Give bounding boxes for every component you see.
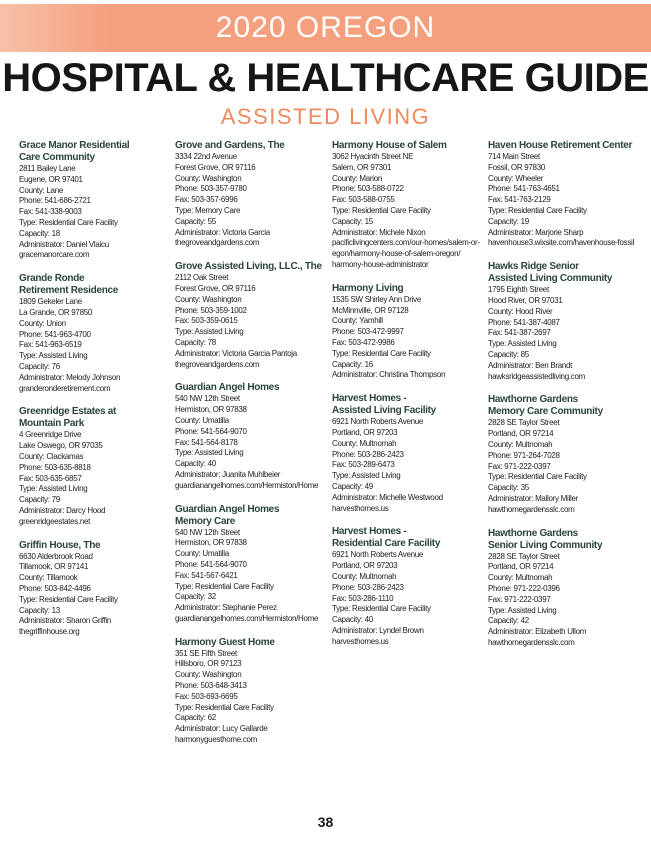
facility-detail-line: Administrator: Michele Nixon xyxy=(332,227,426,237)
facility-detail-line: Fax: 503-635-6857 xyxy=(19,473,82,483)
facility-detail-line: Fax: 541-387-2697 xyxy=(488,328,551,338)
facility-detail-line: 6630 Alderbrook Road xyxy=(19,551,93,561)
listing-column-1 xyxy=(19,140,169,650)
facility-detail-line: County: Hood River xyxy=(488,306,553,316)
facility-entry xyxy=(488,140,638,249)
facility-detail-line: County: Tillamook xyxy=(19,573,78,583)
facility-detail-line: Type: Residential Care Facility xyxy=(332,205,431,215)
facility-detail-line: harmonyguesthome.com xyxy=(175,735,258,745)
facility-detail-line: Phone: 503-357-9780 xyxy=(175,184,247,194)
facility-detail-line: Administrator: Michelle Westwood xyxy=(332,492,443,502)
facility-detail-line: Fax: 503-357-6996 xyxy=(175,195,238,205)
facility-detail-line: Administrator: Daniel Vlaicu xyxy=(19,239,109,249)
facility-detail-line: County: Umatilla xyxy=(175,415,229,425)
facility-detail-line: Administrator: Christina Thompson xyxy=(332,370,446,380)
facility-detail-line: Administrator: Darcy Hood xyxy=(19,505,106,515)
facility-detail-line: Capacity: 15 xyxy=(332,216,373,226)
facility-entry xyxy=(332,526,482,647)
facility-detail-line: Phone: 503-472-9997 xyxy=(332,327,404,337)
facility-detail-line: Fax: 503-286-1110 xyxy=(332,593,394,603)
facility-detail-line: Fax: 541-567-6421 xyxy=(175,570,238,580)
facility-detail-line: Capacity: 40 xyxy=(175,459,216,469)
facility-detail-line: Type: Assisted Living xyxy=(488,339,557,349)
facility-detail-line: 6921 North Roberts Avenue xyxy=(332,417,424,427)
facility-detail-line: County: Union xyxy=(19,318,66,328)
facility-detail-line: 351 SE Fifth Street xyxy=(175,648,237,658)
facility-detail-line: Forest Grove, OR 97116 xyxy=(175,162,256,172)
facility-name: Griffin House, The xyxy=(19,539,101,551)
facility-detail-line: 540 NW 12th Street xyxy=(175,527,240,537)
facility-detail-line: County: Multnomah xyxy=(332,571,397,581)
facility-detail-line: Type: Assisted Living xyxy=(19,484,88,494)
facility-detail-line: Administrator: Marjorie Sharp xyxy=(488,227,584,237)
section-subtitle: ASSISTED LIVING xyxy=(220,104,431,129)
facility-entry xyxy=(19,406,169,527)
facility-detail-line: Type: Assisted Living xyxy=(175,448,244,458)
facility-detail-line: Hood River, OR 97031 xyxy=(488,295,563,305)
facility-detail-line: 3062 Hyacinth Street NE xyxy=(332,152,414,161)
facility-detail-line: 3334 22nd Avenue xyxy=(175,152,237,161)
facility-detail-line: Type: Residential Care Facility xyxy=(19,594,118,604)
facility-entry xyxy=(19,540,169,638)
facility-detail-line: Phone: 541-763-4651 xyxy=(488,184,560,194)
facility-detail-line: Administrator: Lucy Gallarde xyxy=(175,724,268,734)
facility-name: Haven House Retirement Center xyxy=(488,140,633,151)
facility-name: Harmony House of Salem xyxy=(332,140,447,151)
facility-detail-line: Capacity: 13 xyxy=(19,605,60,615)
facility-detail-line: County: Multnomah xyxy=(488,573,553,583)
facility-detail-line: Capacity: 35 xyxy=(488,483,529,493)
facility-detail-line: Administrator: Juanita Muhlbeier xyxy=(175,469,281,479)
facility-detail-line: 714 Main Street xyxy=(488,152,540,161)
page-number: 38 xyxy=(317,814,334,830)
facility-detail-line: Phone: 541-963-4700 xyxy=(19,329,91,339)
facility-detail-line: Phone: 971-222-0396 xyxy=(488,583,560,593)
banner-text: 2020 OREGON xyxy=(215,11,436,44)
facility-detail-line: Portland, OR 97214 xyxy=(488,562,554,572)
facility-detail-line: Type: Residential Care Facility xyxy=(332,348,431,358)
facility-detail-line: greenridgeestates.net xyxy=(19,516,91,526)
facility-detail-line: Type: Residential Care Facility xyxy=(19,217,118,227)
facility-detail-line: Fax: 503-472-9986 xyxy=(332,337,395,347)
facility-detail-line: Administrator: Melody Johnson xyxy=(19,372,121,382)
facility-entry xyxy=(332,393,482,514)
facility-entry xyxy=(332,140,482,271)
facility-name: Hawks Ridge Senior Assisted Living Community xyxy=(488,261,613,285)
facility-detail-line: Capacity: 18 xyxy=(19,228,60,238)
facility-detail-line: hawthornegardensslc.com xyxy=(488,637,575,647)
title-banner xyxy=(0,4,651,52)
facility-detail-line: Fax: 971-222-0397 xyxy=(488,461,551,471)
facility-detail-line: Phone: 541-564-9070 xyxy=(175,426,247,436)
facility-name: Guardian Angel Homes xyxy=(175,382,280,394)
facility-detail-line: Capacity: 78 xyxy=(175,337,216,347)
facility-detail-line: Phone: 503-286-2423 xyxy=(332,449,404,459)
facility-detail-line: Capacity: 62 xyxy=(175,713,216,723)
facility-name: Grande Ronde Retirement Residence xyxy=(19,273,119,297)
facility-name: Guardian Angel Homes Memory Care xyxy=(175,503,280,527)
facility-detail-line: 6921 North Roberts Avenue xyxy=(332,550,424,560)
facility-detail-line: Hermiston, OR 97838 xyxy=(175,538,247,548)
facility-name: Harmony Living xyxy=(332,282,404,294)
facility-detail-line: County: Wheeler xyxy=(488,173,544,183)
facility-detail-line: La Grande, OR 97850 xyxy=(19,307,93,317)
facility-detail-line: Type: Memory Care xyxy=(175,205,241,215)
facility-detail-line: Phone: 503-648-3413 xyxy=(175,681,247,691)
facility-name: Grove and Gardens, The xyxy=(175,140,285,151)
facility-detail-line: County: Umatilla xyxy=(175,549,229,559)
facility-detail-line: 1535 SW Shirley Ann Drive xyxy=(332,294,421,304)
facility-detail-line: Capacity: 55 xyxy=(175,216,216,226)
facility-detail-line: Type: Assisted Living xyxy=(488,605,557,615)
listing-column-4 xyxy=(488,140,638,661)
facility-detail-line: County: Lane xyxy=(19,185,63,195)
facility-detail-line: Capacity: 76 xyxy=(19,361,60,371)
facility-detail-line: Fax: 541-338-9003 xyxy=(19,207,82,217)
facility-detail-line: Fax: 541-763-2129 xyxy=(488,195,551,205)
facility-entry xyxy=(175,140,325,249)
facility-detail-line: 2828 SE Taylor Street xyxy=(488,551,560,561)
facility-name: Hawthorne Gardens Memory Care Community xyxy=(488,394,603,418)
facility-detail-line: 1809 Gekeler Lane xyxy=(19,297,82,307)
facility-detail-line: County: Marion xyxy=(332,173,383,183)
facility-detail-line: Capacity: 85 xyxy=(488,349,529,359)
facility-detail-line: 2828 SE Taylor Street xyxy=(488,418,560,428)
facility-detail-line: Capacity: 32 xyxy=(175,592,216,602)
facility-entry xyxy=(175,382,325,491)
facility-detail-line: Administrator: Victoria Garcia xyxy=(175,227,270,237)
facility-detail-line: Portland, OR 97214 xyxy=(488,429,554,439)
guide-title: HOSPITAL & HEALTHCARE GUIDE xyxy=(2,56,649,100)
facility-detail-line: gracemanorcare.com xyxy=(19,250,90,260)
facility-detail-line: Lake Oswego, OR 97035 xyxy=(19,441,103,451)
facility-detail-line: Administrator: Victoria Garcia Pantoja xyxy=(175,348,297,358)
facility-detail-line: Phone: 541-564-9070 xyxy=(175,559,247,569)
facility-detail-line: Fax: 503-289-6473 xyxy=(332,460,395,470)
facility-entry xyxy=(332,283,482,381)
facility-detail-line: Type: Residential Care Facility xyxy=(488,205,587,215)
facility-detail-line: Phone: 541-387-4087 xyxy=(488,317,560,327)
facility-detail-line: 1795 Eighth Street xyxy=(488,285,549,295)
facility-name: Harvest Homes - Residential Care Facility xyxy=(332,526,441,550)
facility-detail-line: Capacity: 40 xyxy=(332,615,373,625)
facility-detail-line: Administrator: Ben Brandt xyxy=(488,360,573,370)
facility-detail-line: Fax: 503-693-6695 xyxy=(175,691,238,701)
facility-name: Harvest Homes - Assisted Living Facility xyxy=(332,393,436,417)
facility-detail-line: Phone: 503-635-8818 xyxy=(19,462,91,472)
facility-detail-line: County: Multnomah xyxy=(488,439,553,449)
facility-detail-line: Type: Assisted Living xyxy=(175,327,244,337)
facility-entry xyxy=(175,504,325,625)
facility-detail-line: pacificlivingcenters.com/our-homes/salem-or- xyxy=(332,238,480,248)
facility-detail-line: thegroveandgardens.com xyxy=(175,238,260,248)
facility-entry xyxy=(19,140,169,261)
facility-detail-line: Phone: 971-264-7028 xyxy=(488,450,560,460)
facility-detail-line: Type: Residential Care Facility xyxy=(488,472,587,482)
facility-entry xyxy=(175,261,325,370)
facility-detail-line: County: Multnomah xyxy=(332,438,397,448)
facility-name: Harmony Guest Home xyxy=(175,636,275,648)
facility-detail-line: Phone: 503-359-1002 xyxy=(175,305,247,315)
listing-column-3 xyxy=(332,140,482,659)
facility-detail-line: 2112 Oak Street xyxy=(175,273,229,283)
facility-detail-line: hawksridgeassistedliving.com xyxy=(488,371,585,381)
facility-detail-line: Hermiston, OR 97838 xyxy=(175,405,247,415)
facility-detail-line: hawthornegardensslc.com xyxy=(488,504,575,514)
facility-detail-line: 540 NW 12th Street xyxy=(175,394,240,404)
facility-detail-line: Fax: 541-564-8178 xyxy=(175,437,238,447)
facility-detail-line: Capacity: 16 xyxy=(332,359,373,369)
facility-detail-line: Salem, OR 97301 xyxy=(332,162,392,172)
facility-detail-line: Capacity: 19 xyxy=(488,216,529,226)
facility-detail-line: Administrator: Elizabeth Ullom xyxy=(488,627,587,637)
facility-detail-line: Type: Assisted Living xyxy=(332,471,401,481)
facility-detail-line: McMinnville, OR 97128 xyxy=(332,305,409,315)
facility-detail-line: harvesthomes.us xyxy=(332,636,389,646)
facility-detail-line: Administrator: Stephanie Perez xyxy=(175,603,277,613)
facility-entry xyxy=(488,394,638,515)
facility-detail-line: County: Clackamas xyxy=(19,451,84,461)
facility-detail-line: harvesthomes.us xyxy=(332,503,389,513)
facility-detail-line: thegroveandgardens.com xyxy=(175,359,260,369)
facility-entry xyxy=(488,261,638,382)
facility-detail-line: Hillsboro, OR 97123 xyxy=(175,659,242,669)
facility-detail-line: Forest Grove, OR 97116 xyxy=(175,283,256,293)
facility-detail-line: 2811 Bailey Lane xyxy=(19,164,76,173)
facility-detail-line: egon/harmony-house-of-salem-oregon/ xyxy=(332,249,461,259)
facility-detail-line: Phone: 503-588-0722 xyxy=(332,184,404,194)
facility-detail-line: Fax: 971-222-0397 xyxy=(488,594,551,604)
facility-name: Hawthorne Gardens Senior Living Community xyxy=(488,527,603,551)
facility-detail-line: Phone: 503-286-2423 xyxy=(332,582,404,592)
facility-detail-line: Administrator: Mallory Miller xyxy=(488,493,578,503)
facility-detail-line: Fax: 541-963-6519 xyxy=(19,340,82,350)
facility-detail-line: 4 Greenridge Drive xyxy=(19,430,82,440)
facility-detail-line: County: Washington xyxy=(175,670,242,680)
facility-detail-line: havenhouse3.wixsite.com/havenhouse-fossil xyxy=(488,238,635,248)
facility-detail-line: Eugene, OR 97401 xyxy=(19,174,83,184)
facility-entry xyxy=(175,637,325,746)
facility-entry xyxy=(488,528,638,649)
facility-detail-line: Portland, OR 97203 xyxy=(332,561,398,571)
facility-detail-line: County: Washington xyxy=(175,294,242,304)
facility-detail-line: granderonderetirement.com xyxy=(19,383,111,393)
facility-detail-line: thegriffinhouse.org xyxy=(19,627,80,637)
facility-detail-line: Capacity: 79 xyxy=(19,495,60,505)
facility-name: Grove Assisted Living, LLC., The xyxy=(175,261,322,273)
facility-detail-line: Phone: 503-842-4496 xyxy=(19,583,91,593)
facility-detail-line: Fax: 503-588-0755 xyxy=(332,195,395,205)
facility-detail-line: Type: Residential Care Facility xyxy=(332,604,431,614)
facility-entry xyxy=(19,273,169,394)
facility-detail-line: County: Yamhill xyxy=(332,316,383,326)
listing-column-2 xyxy=(175,140,325,758)
facility-name: Greenridge Estates at Mountain Park xyxy=(19,406,117,430)
facility-detail-line: harmony-house-administrator xyxy=(332,259,429,269)
facility-detail-line: Phone: 541-686-2721 xyxy=(19,196,91,206)
facility-detail-line: guardianangelhomes.com/Hermiston/Home xyxy=(175,613,319,623)
facility-detail-line: Tillamook, OR 97141 xyxy=(19,562,89,572)
facility-detail-line: Fossil, OR 97830 xyxy=(488,162,546,172)
facility-detail-line: Type: Assisted Living xyxy=(19,351,88,361)
facility-detail-line: Type: Residential Care Facility xyxy=(175,702,274,712)
facility-detail-line: guardianangelhomes.com/Hermiston/Home xyxy=(175,480,319,490)
facility-detail-line: County: Washington xyxy=(175,173,242,183)
facility-detail-line: Type: Residential Care Facility xyxy=(175,581,274,591)
facility-detail-line: Capacity: 49 xyxy=(332,481,373,491)
facility-detail-line: Fax: 503-359-0615 xyxy=(175,316,238,326)
facility-name: Grace Manor Residential Care Community xyxy=(19,140,130,163)
facility-detail-line: Capacity: 42 xyxy=(488,616,529,626)
facility-detail-line: Administrator: Sharon Griffin xyxy=(19,616,112,626)
facility-detail-line: Administrator: Lyndel Brown xyxy=(332,625,424,635)
facility-detail-line: Portland, OR 97203 xyxy=(332,427,398,437)
